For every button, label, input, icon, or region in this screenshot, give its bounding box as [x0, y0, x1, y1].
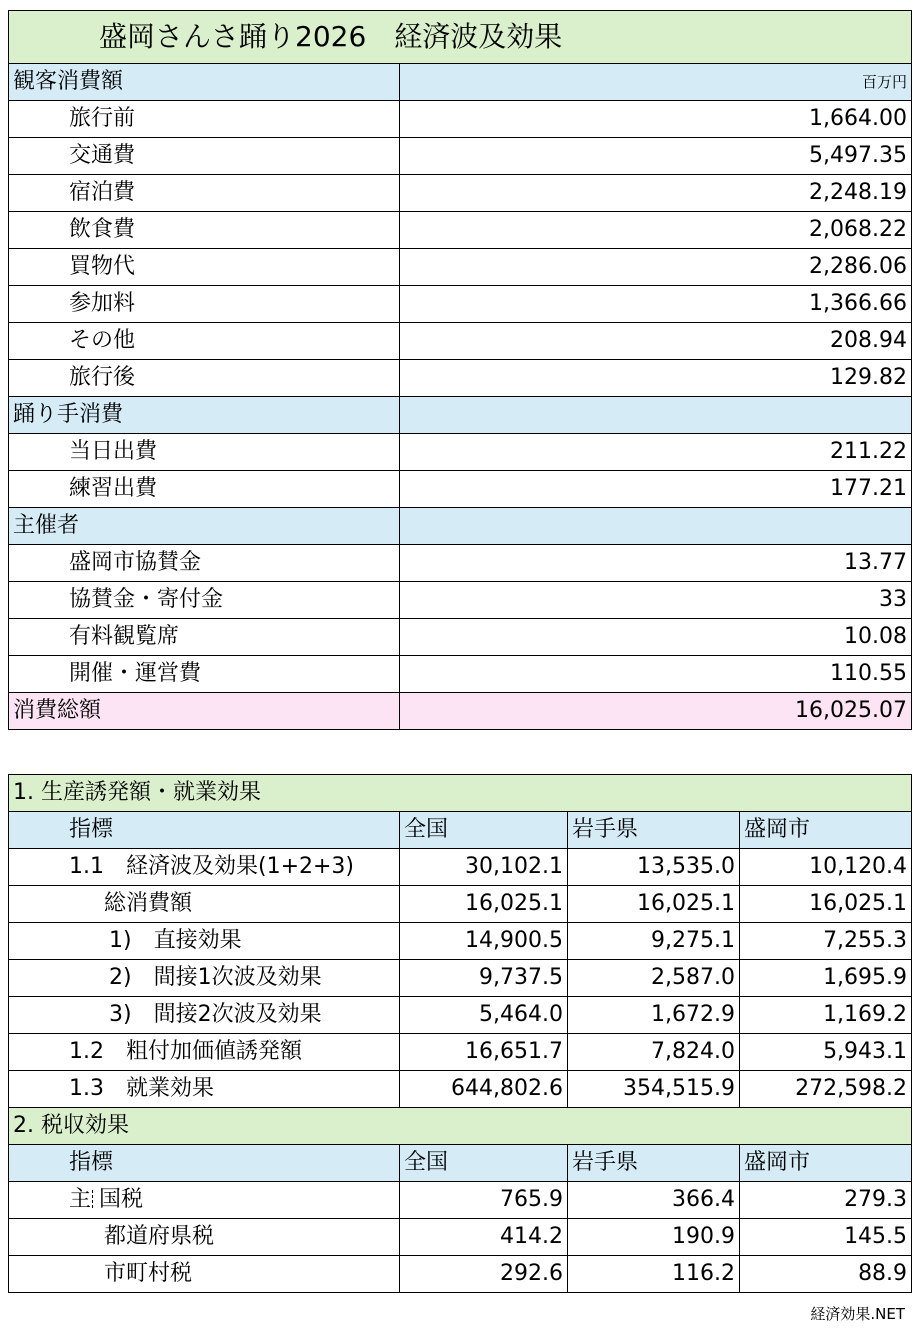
row-value: 354,515.9 — [568, 1071, 740, 1108]
row-value: 88.9 — [740, 1256, 912, 1293]
table-row — [9, 1182, 912, 1219]
section-row — [9, 397, 912, 434]
row-label: 総消費額 — [9, 886, 400, 923]
row-value: 7,824.0 — [568, 1034, 740, 1071]
row-value: 33 — [400, 582, 912, 619]
column-header: 全国 — [400, 812, 568, 849]
section-row — [9, 1108, 912, 1145]
row-label — [9, 1182, 400, 1219]
row-value: 10,120.4 — [740, 849, 912, 886]
column-header: 指標 — [9, 812, 400, 849]
row-value: 14,900.5 — [400, 923, 568, 960]
row-value: 177.21 — [400, 471, 912, 508]
divider — [92, 1190, 95, 1208]
table-row — [9, 360, 912, 397]
column-header: 指標 — [9, 1145, 400, 1182]
row-value: 190.9 — [568, 1219, 740, 1256]
row-value: 5,943.1 — [740, 1034, 912, 1071]
section-row — [9, 64, 912, 101]
table-row — [9, 471, 912, 508]
row-label: 飲食費 — [9, 212, 400, 249]
table-row — [9, 323, 912, 360]
row-label: 買物代 — [9, 249, 400, 286]
row-label: 都道府県税 — [9, 1219, 400, 1256]
row-label: 有料観覧席 — [9, 619, 400, 656]
row-value: 644,802.6 — [400, 1071, 568, 1108]
table-row — [9, 545, 912, 582]
row-value: 13,535.0 — [568, 849, 740, 886]
table-row — [9, 1071, 912, 1108]
section-header-tax: 2. 税収効果 — [9, 1108, 912, 1145]
row-value: 2,587.0 — [568, 960, 740, 997]
table-row — [9, 582, 912, 619]
row-label: 当日出費 — [9, 434, 400, 471]
row-value: 5,464.0 — [400, 997, 568, 1034]
row-value: 1,169.2 — [740, 997, 912, 1034]
row-label: 盛岡市協賛金 — [9, 545, 400, 582]
row-label: その他 — [9, 323, 400, 360]
row-value: 30,102.1 — [400, 849, 568, 886]
table-row — [9, 286, 912, 323]
row-value: 1,366.66 — [400, 286, 912, 323]
column-header-row — [9, 812, 912, 849]
total-label: 消費総額 — [9, 693, 400, 730]
section-row — [9, 775, 912, 812]
row-value: 211.22 — [400, 434, 912, 471]
row-value: 9,275.1 — [568, 923, 740, 960]
table-row — [9, 960, 912, 997]
row-label: 交通費 — [9, 138, 400, 175]
row-label: 開催・運営費 — [9, 656, 400, 693]
column-header: 盛岡市 — [740, 812, 912, 849]
row-label: 旅行前 — [9, 101, 400, 138]
row-label: 市町村税 — [9, 1256, 400, 1293]
row-label: 2) 間接1次波及効果 — [9, 960, 400, 997]
column-header: 岩手県 — [568, 1145, 740, 1182]
table-row — [9, 656, 912, 693]
table-row — [9, 849, 912, 886]
row-value: 145.5 — [740, 1219, 912, 1256]
table-row — [9, 923, 912, 960]
total-value: 16,025.07 — [400, 693, 912, 730]
table-row — [9, 175, 912, 212]
row-label: 1.3 就業効果 — [9, 1071, 400, 1108]
table-row — [9, 434, 912, 471]
row-value: 116.2 — [568, 1256, 740, 1293]
table-row — [9, 138, 912, 175]
section-header-organizer: 主催者 — [9, 508, 400, 545]
row-value: 16,025.1 — [400, 886, 568, 923]
row-label: 旅行後 — [9, 360, 400, 397]
effects-table — [8, 774, 912, 1293]
row-value: 292.6 — [400, 1256, 568, 1293]
row-label: 宿泊費 — [9, 175, 400, 212]
row-label: 1) 直接効果 — [9, 923, 400, 960]
table-row — [9, 249, 912, 286]
column-header-row — [9, 1145, 912, 1182]
table-row — [9, 997, 912, 1034]
row-value: 1,664.00 — [400, 101, 912, 138]
row-value: 279.3 — [740, 1182, 912, 1219]
table-row — [9, 1256, 912, 1293]
row-value: 414.2 — [400, 1219, 568, 1256]
section-header-production: 1. 生産誘発額・就業効果 — [9, 775, 912, 812]
row-value: 16,025.1 — [568, 886, 740, 923]
table-row — [9, 101, 912, 138]
column-header: 盛岡市 — [740, 1145, 912, 1182]
row-value: 208.94 — [400, 323, 912, 360]
row-label: 1.2 粗付加価値誘発額 — [9, 1034, 400, 1071]
section-header-blank — [400, 397, 912, 434]
spending-table — [8, 10, 912, 730]
row-value: 2,248.19 — [400, 175, 912, 212]
section-header-dancer: 踊り手消費 — [9, 397, 400, 434]
row-value: 16,025.1 — [740, 886, 912, 923]
row-value: 1,672.9 — [568, 997, 740, 1034]
row-value: 272,598.2 — [740, 1071, 912, 1108]
row-label: 1.1 経済波及効果(1+2+3) — [9, 849, 400, 886]
column-header: 全国 — [400, 1145, 568, 1182]
row-value: 1,695.9 — [740, 960, 912, 997]
section-header-tourist: 観客消費額 — [9, 64, 400, 101]
table-row — [9, 212, 912, 249]
row-value: 9,737.5 — [400, 960, 568, 997]
row-value: 13.77 — [400, 545, 912, 582]
table-row — [9, 619, 912, 656]
row-value: 7,255.3 — [740, 923, 912, 960]
row-value: 129.82 — [400, 360, 912, 397]
row-label-prefix: 主 — [69, 1187, 92, 1212]
row-value: 10.08 — [400, 619, 912, 656]
row-value: 366.4 — [568, 1182, 740, 1219]
table-row — [9, 886, 912, 923]
row-label-main: 国税 — [99, 1187, 144, 1212]
total-row — [9, 693, 912, 730]
row-value: 765.9 — [400, 1182, 568, 1219]
section-header-blank — [400, 508, 912, 545]
row-value: 2,068.22 — [400, 212, 912, 249]
row-label: 3) 間接2次波及効果 — [9, 997, 400, 1034]
footer-credit: 経済効果.NET — [810, 1305, 905, 1323]
row-value: 2,286.06 — [400, 249, 912, 286]
row-label: 協賛金・寄付金 — [9, 582, 400, 619]
row-value: 5,497.35 — [400, 138, 912, 175]
section-row — [9, 508, 912, 545]
row-label: 参加料 — [9, 286, 400, 323]
column-header: 岩手県 — [568, 812, 740, 849]
title-row — [9, 11, 912, 64]
row-label: 練習出費 — [9, 471, 400, 508]
table-row — [9, 1034, 912, 1071]
page-title: 盛岡さんさ踊り2026 経済波及効果 — [9, 11, 912, 64]
table-row — [9, 1219, 912, 1256]
row-value: 110.55 — [400, 656, 912, 693]
unit-label: 百万円 — [400, 64, 912, 101]
row-value: 16,651.7 — [400, 1034, 568, 1071]
